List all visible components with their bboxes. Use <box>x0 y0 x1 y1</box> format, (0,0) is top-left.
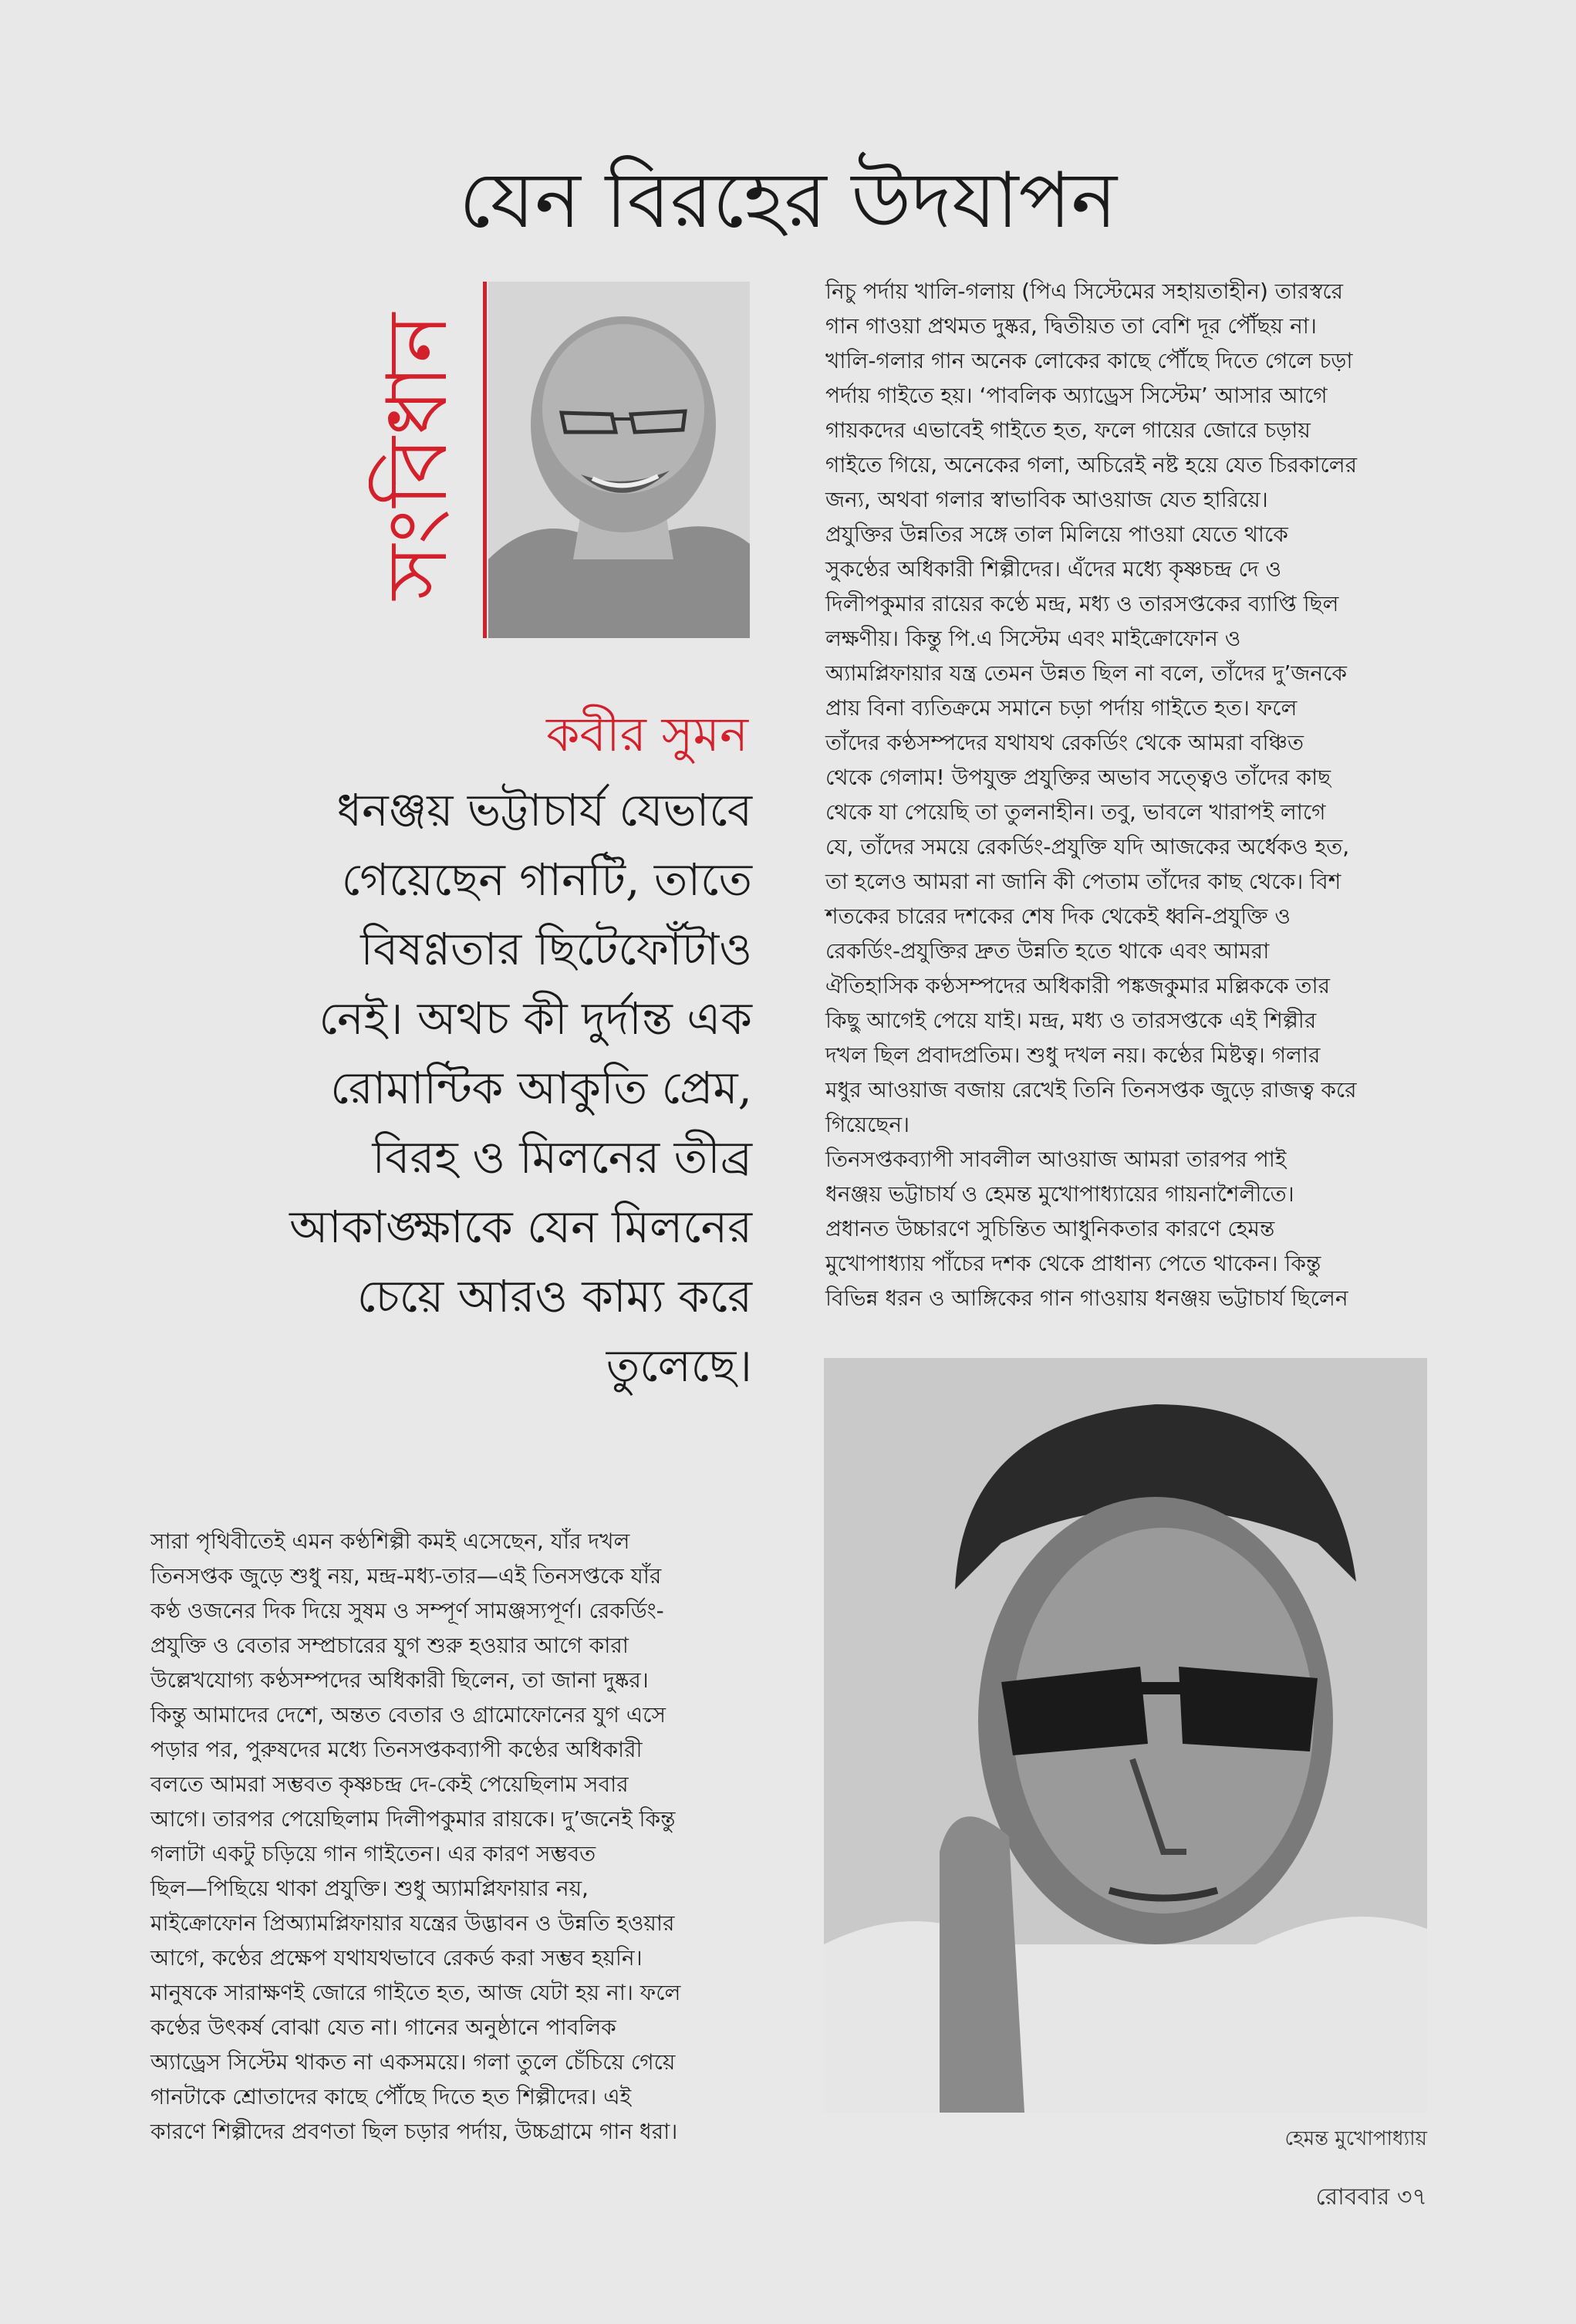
body-line: মুখোপাধ্যায় পাঁচের দশক থেকে প্রাধান্য পেতে থাকেন। কিন্তু <box>825 1251 1321 1276</box>
body-line: ধনঞ্জয় ভট্টাচার্য ও হেমন্ত মুখোপাধ্যায়ের গায়নাশৈলীতে। <box>825 1181 1294 1207</box>
body-line: বিভিন্ন ধরন ও আঙ্গিকের গান গাওয়ায় ধনঞ্জয় ভট্টাচার্য ছিলেন <box>825 1285 1348 1311</box>
photo-caption: হেমন্ত মুখোপাধ্যায় <box>1284 2127 1427 2150</box>
pull-quote-line: চেয়ে আরও কাম্য করে <box>356 1270 752 1322</box>
body-line: দিলীপকুমার রায়ের কণ্ঠে মন্দ্র, মধ্য ও তারসপ্তকের ব্যাপ্তি ছিল <box>825 591 1339 616</box>
body-line: যে, তাঁদের সময়ে রেকর্ডিং-প্রযুক্তি যদি আজকের অর্ধেকও হত, <box>825 834 1350 860</box>
body-line: ছিল—পিছিয়ে থাকা প্রযুক্তি। শুধু অ্যামপ্লিফায়ার নয়, <box>150 1876 589 1901</box>
body-line: মাইক্রোফোন প্রিঅ্যামপ্লিফায়ার যন্ত্রের উদ্ভাবন ও উন্নতি হওয়ার <box>150 1910 675 1936</box>
body-line: প্রধানত উচ্চারণে সুচিন্তিত আধুনিকতার কারণে হেমন্ত <box>825 1216 1275 1241</box>
body-line: গলাটা একটু চড়িয়ে গান গাইতেন। এর কারণ সম্ভবত <box>150 1841 596 1866</box>
headline: যেন বিরহের উদযাপন <box>458 155 1118 245</box>
pull-quote-line: নেই। অথচ কী দুর্দান্ত এক <box>319 992 752 1045</box>
body-line: দখল ছিল প্রবাদপ্রতিম। শুধু দখল নয়। কণ্ঠের মিষ্টত্ব। গলার <box>825 1042 1321 1068</box>
body-line: তা হলেও আমরা না জানি কী পেতাম তাঁদের কাছ থেকে। বিশ <box>825 869 1341 894</box>
body-line: গাইতে গিয়ে, অনেকের গলা, অচিরেই নষ্ট হয়ে যেত চিরকালের <box>825 452 1357 478</box>
body-line: গানটাকে শ্রোতাদের কাছে পৌঁছে দিতে হত শিল্পীদের। এই <box>150 2084 632 2110</box>
body-line: উল্লেখযোগ্য কণ্ঠসম্পদের অধিকারী ছিলেন, তা জানা দুষ্কর। <box>150 1667 649 1693</box>
right-body-column <box>825 274 1427 1316</box>
pull-quote-line: বিরহ ও মিলনের তীব্র <box>372 1131 752 1184</box>
body-line: গায়কদের এভাবেই গাইতে হত, ফলে গায়ের জোরে চড়ায় <box>825 417 1311 443</box>
author-photo <box>488 282 750 638</box>
body-line: তিনসপ্তক জুড়ে শুধু নয়, মন্দ্র-মধ্য-তার—এই তিনসপ্তকে যাঁর <box>150 1563 662 1589</box>
pull-quote <box>150 775 752 1400</box>
body-line: পড়ার পর, পুরুষদের মধ্যে তিনসপ্তকব্যাপী কণ্ঠের অধিকারী <box>150 1737 643 1762</box>
body-line: আগে, কণ্ঠের প্রক্ষেপ যথাযথভাবে রেকর্ড করা সম্ভব হয়নি। <box>150 1945 643 1971</box>
body-line: সারা পৃথিবীতেই এমন কণ্ঠশিল্পী কমই এসেছেন, যাঁর দখল <box>150 1529 630 1554</box>
body-line: বলতে আমরা সম্ভবত কৃষ্ণচন্দ্র দে-কেই পেয়েছিলাম সবার <box>150 1772 629 1797</box>
body-line: লক্ষণীয়। কিন্তু পি.এ সিস্টেম এবং মাইক্রোফোন ও <box>825 626 1241 651</box>
hemanta-portrait-image <box>824 1358 1427 2113</box>
column-name <box>369 274 477 637</box>
body-line: কণ্ঠের উৎকর্ষ বোঝা যেত না। গানের অনুষ্ঠানে পাবলিক <box>150 2015 616 2040</box>
left-body-column <box>150 1524 760 2149</box>
body-line: অ্যামপ্লিফায়ার যন্ত্র তেমন উন্নত ছিল না বলে, তাঁদের দু’জনকে <box>825 660 1347 686</box>
body-line: গান গাওয়া প্রথমত দুষ্কর, দ্বিতীয়ত তা বেশি দূর পৌঁছয় না। <box>825 313 1317 339</box>
body-line: প্রায় বিনা ব্যতিক্রমে সমানে চড়া পর্দায় গাইতে হত। ফলে <box>825 695 1298 721</box>
body-line: কিন্তু আমাদের দেশে, অন্তত বেতার ও গ্রামোফোনের যুগ এসে <box>150 1702 666 1728</box>
body-line: আগে। তারপর পেয়েছিলাম দিলীপকুমার রায়কে। দু’জনেই কিন্তু <box>150 1806 676 1832</box>
body-line: অ্যাড্রেস সিস্টেম থাকত না একসময়ে। গলা তুলে চেঁচিয়ে গেয়ে <box>150 2049 676 2075</box>
body-line: জন্য, অথবা গলার স্বাভাবিক আওয়াজ যেত হারিয়ে। <box>825 487 1268 512</box>
pull-quote-line: বিষণ্ণতার ছিটেফোঁটাও <box>360 923 752 975</box>
body-line: ঐতিহাসিক কণ্ঠসম্পদের অধিকারী পঙ্কজকুমার মল্লিককে তার <box>825 973 1330 998</box>
body-line: গিয়েছেন। <box>825 1112 910 1137</box>
body-line: রেকর্ডিং-প্রযুক্তির দ্রুত উন্নতি হতে থাকে এবং আমরা <box>825 938 1270 964</box>
column-name-text: সংবিধান <box>370 311 467 600</box>
body-line: কণ্ঠ ওজনের দিক দিয়ে সুষম ও সম্পূর্ণ সামঞ্জস্যপূর্ণ। রেকর্ডিং- <box>150 1598 664 1623</box>
pull-quote-line: গেয়েছেন গানটি, তাতে <box>341 853 752 906</box>
body-line: নিচু পর্দায় খালি-গলায় (পিএ সিস্টেমের সহায়তাহীন) তারস্বরে <box>825 279 1344 304</box>
body-line: থেকে গেলাম! উপযুক্ত প্রযুক্তির অভাব সত্ত্বেও তাঁদের কাছ <box>825 765 1331 790</box>
body-line: থেকে যা পেয়েছি তা তুলনাহীন। তবু, ভাবলে খারাপই লাগে <box>825 799 1326 825</box>
hemanta-photo <box>824 1358 1427 2113</box>
pull-quote-line: আকাঙ্ক্ষাকে যেন মিলনের <box>289 1201 752 1253</box>
body-line: প্রযুক্তি ও বেতার সম্প্রচারের যুগ শুরু হওয়ার আগে কারা <box>150 1633 629 1658</box>
body-line: শতকের চারের দশকের শেষ দিক থেকেই ধ্বনি-প্রযুক্তি ও <box>825 904 1291 929</box>
body-line: সুকণ্ঠের অধিকারী শিল্পীদের। এঁদের মধ্যে কৃষ্ণচন্দ্র দে ও <box>825 556 1282 582</box>
body-line: তাঁদের কণ্ঠসম্পদের যথাযথ রেকর্ডিং থেকে আমরা বঞ্চিত <box>825 730 1304 755</box>
pull-quote-line: ধনঞ্জয় ভট্টাচার্য যেভাবে <box>336 784 752 836</box>
body-line: কারণে শিল্পীদের প্রবণতা ছিল চড়ার পর্দায়, উচ্চগ্রামে গান ধরা। <box>150 2119 678 2144</box>
author-portrait-image <box>488 282 750 638</box>
pull-quote-line: তুলেছে। <box>606 1339 752 1392</box>
body-line: তিনসপ্তকব্যাপী সাবলীল আওয়াজ আমরা তারপর পাই <box>825 1147 1287 1172</box>
body-line: কিছু আগেই পেয়ে যাই। মন্দ্র, মধ্য ও তারসপ্তকে এই শিল্পীর <box>825 1008 1317 1033</box>
author-byline: কবীর সুমন <box>546 706 748 762</box>
body-line: প্রযুক্তির উন্নতির সঙ্গে তাল মিলিয়ে পাওয়া যেতে থাকে <box>825 522 1288 547</box>
body-line: পর্দায় গাইতে হয়। ‘পাবলিক অ্যাড্রেস সিস্টেম’ আসার আগে <box>825 383 1328 408</box>
body-line: মধুর আওয়াজ বজায় রেখেই তিনি তিনসপ্তক জুড়ে রাজত্ব করে <box>825 1077 1357 1103</box>
page-folio: রোববার ৩৭ <box>1315 2184 1427 2211</box>
red-divider <box>483 282 487 638</box>
body-line: খালি-গলার গান অনেক লোকের কাছে পৌঁছে দিতে গেলে চড়া <box>825 348 1353 373</box>
body-line: মানুষকে সারাক্ষণই জোরে গাইতে হত, আজ যেটা হয় না। ফলে <box>150 1980 681 2005</box>
pull-quote-line: রোমান্টিক আকুতি প্রেম, <box>330 1062 752 1114</box>
